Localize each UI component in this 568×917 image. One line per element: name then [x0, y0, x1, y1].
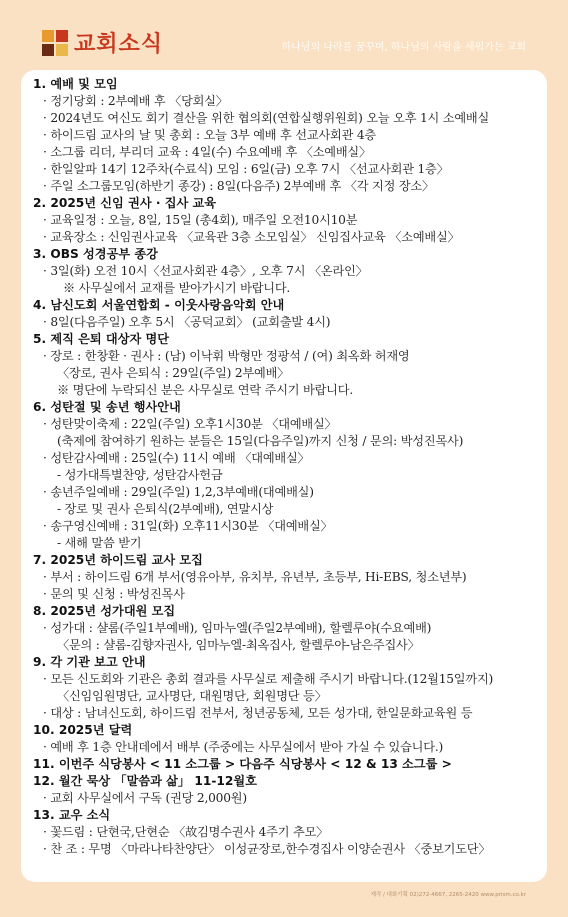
section-line: · 교회 사무실에서 구독 (권당 2,000원) — [43, 791, 247, 805]
page-title: 교회소식 — [74, 32, 164, 57]
section-line: · 주일 소그룹모임(하반기 종강) : 8일(다음주) 2부예배 후 〈각 지정 장소〉 — [43, 179, 434, 193]
church-logo-icon — [42, 30, 68, 56]
news-section — [33, 76, 535, 195]
church-slogan: 하나님의 나라를 꿈꾸며, 하나님의 사람을 세워가는 교회 — [281, 42, 526, 53]
section-line: · 8일(다음주일) 오후 5시 〈공덕교회〉 (교회출발 4시) — [43, 315, 331, 329]
section-line: · 교육장소 : 신임권사교육 〈교육관 3층 소모임실〉 신임집사교육 〈소예배실〉 — [43, 230, 460, 244]
news-section — [33, 603, 535, 654]
news-section — [33, 246, 535, 297]
news-section — [33, 807, 535, 858]
footer-credit: 재작 / 대화기획 02)272-4667, 2265-2420 www.prism.co.kr — [370, 892, 526, 898]
section-line: · 대상 : 남녀신도회, 하이드림 전부서, 청년공동체, 모든 성가대, 한일문화교육원 등 — [43, 706, 473, 720]
section-line: 〈문의 : 샬롬-김향자권사, 임마누엘-최옥집사, 할렐루야-남은주집사〉 — [57, 638, 420, 652]
section-line: ※ 명단에 누락되신 분은 사무실로 연락 주시기 바랍니다. — [57, 383, 353, 397]
section-line: · 문의 및 신청 : 박성진목사 — [43, 587, 185, 601]
news-section — [33, 722, 535, 756]
section-title: 4. 남신도회 서울연합회 - 이웃사랑음악회 안내 — [33, 298, 285, 312]
section-line: · 한일알파 14기 12주차(수료식) 모임 : 6일(금) 오후 7시 〈선교사회관 1층〉 — [43, 162, 449, 176]
section-line: · 장로 : 한창환 · 권사 : (남) 이낙휘 박형만 정팡석 / (여) 최옥화 허재영 — [43, 349, 410, 363]
section-title: 13. 교우 소식 — [33, 808, 111, 822]
section-line: · 2024년도 여신도 회기 결산을 위한 협의회(연합실행위원회) 오늘 오후 1시 소예배실 — [43, 111, 490, 125]
section-title: 5. 제직 은퇴 대상자 명단 — [33, 332, 170, 346]
section-line: · 성탄맞이축제 : 22일(주일) 오후1시30분 〈대예배실〉 — [43, 417, 337, 431]
section-line: · 성가대 : 샬롬(주일1부예배), 임마누엘(주일2부예배), 할렐루야(수요예배) — [43, 621, 432, 635]
section-line: - 새해 말씀 받기 — [57, 536, 142, 550]
news-section — [33, 195, 535, 246]
section-line: (축제에 참여하기 원하는 분들은 15일(다음주일)까지 신청 / 문의: 박성진목사) — [57, 434, 464, 448]
section-line: · 송구영신예배 : 31일(화) 오후11시30분 〈대예배실〉 — [43, 519, 333, 533]
news-section — [33, 552, 535, 603]
section-title: 11. 이번주 식당봉사 < 11 소그룹 > 다음주 식당봉사 < 12 & 13 소그룹 > — [33, 757, 452, 771]
section-line: - 장로 및 권사 은퇴식(2부예배), 연말시상 — [57, 502, 274, 516]
section-title: 1. 예배 및 모임 — [33, 77, 118, 91]
section-line: · 소그룹 리더, 부리더 교육 : 4일(수) 수요예배 후 〈소예배실〉 — [43, 145, 371, 159]
section-line: · 찬 조 : 무명 〈마라나타찬양단〉 이성균장로,한수경집사 이양순권사 〈중보기도단〉 — [43, 842, 491, 856]
section-title: 3. OBS 성경공부 종강 — [33, 247, 158, 261]
section-line: · 3일(화) 오전 10시〈선교사회관 4층〉, 오후 7시 〈온라인〉 — [43, 264, 368, 278]
news-section — [33, 297, 535, 331]
section-line: · 꽃드림 : 단현국,단현순 〈故김명수권사 4주기 추모〉 — [43, 825, 329, 839]
section-line: ※ 사무실에서 교재를 받아가시기 바랍니다. — [63, 281, 291, 295]
section-line: · 송년주일예배 : 29일(주일) 1,2,3부예배(대예배실) — [43, 485, 314, 499]
section-line: · 부서 : 하이드림 6개 부서(영유아부, 유치부, 유년부, 초등부, Hi-EBS, 청소년부) — [43, 570, 467, 584]
news-card — [21, 70, 547, 882]
section-title: 8. 2025년 성가대원 모집 — [33, 604, 176, 618]
section-line: · 정기당회 : 2부예배 후 〈당회실〉 — [43, 94, 228, 108]
section-line: · 예배 후 1층 안내데에서 배부 (주중에는 사무실에서 받아 가실 수 있습니다.) — [43, 740, 444, 754]
news-section — [33, 654, 535, 722]
section-line: · 모든 신도회와 기관은 총회 결과를 사무실로 제출해 주시기 바랍니다.(12월15일까지) — [43, 672, 494, 686]
news-section — [33, 756, 535, 773]
section-line: · 교육일정 : 오늘, 8일, 15일 (총4회), 매주일 오전10시10분 — [43, 213, 358, 227]
section-line: - 성가대특별찬양, 성탄감사헌금 — [57, 468, 223, 482]
header — [0, 0, 568, 68]
news-section — [33, 399, 535, 552]
section-title: 12. 월간 묵상 「말씀과 삶」 11-12월호 — [33, 774, 257, 788]
section-title: 7. 2025년 하이드림 교사 모집 — [33, 553, 203, 567]
section-line: 〈장로, 권사 은퇴식 : 29일(주일) 2부예배〉 — [57, 366, 290, 380]
news-section — [33, 773, 535, 807]
news-section — [33, 331, 535, 399]
section-line: · 하이드림 교사의 날 및 총회 : 오늘 3부 예배 후 선교사회관 4층 — [43, 128, 376, 142]
section-line: 〈신임임원명단, 교사명단, 대원명단, 회원명단 등〉 — [57, 689, 327, 703]
section-title: 6. 성탄절 및 송년 행사안내 — [33, 400, 181, 414]
section-title: 2. 2025년 신임 권사 · 집사 교육 — [33, 196, 217, 210]
section-title: 9. 각 기관 보고 안내 — [33, 655, 146, 669]
section-title: 10. 2025년 달력 — [33, 723, 133, 737]
section-line: · 성탄감사예배 : 25일(수) 11시 예배 〈대예배실〉 — [43, 451, 310, 465]
